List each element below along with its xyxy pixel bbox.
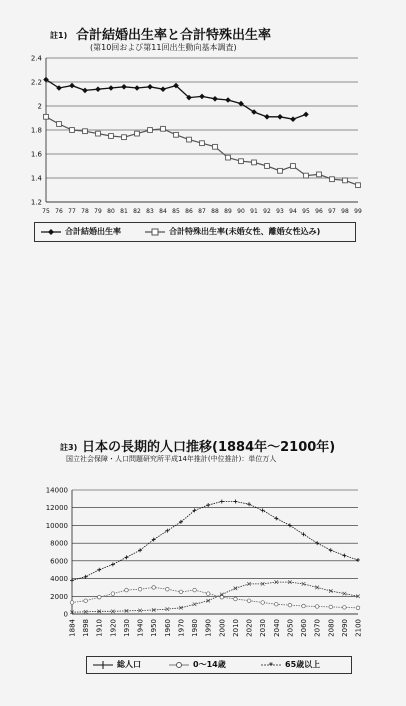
series-0-point bbox=[111, 562, 115, 566]
series-1-point bbox=[44, 114, 49, 119]
series-2-point bbox=[302, 582, 306, 586]
x-tick-label: 1920 bbox=[109, 619, 118, 637]
circle-marker-icon bbox=[169, 660, 189, 670]
y-tick-label: 12000 bbox=[45, 504, 68, 513]
series-1-point bbox=[84, 599, 88, 603]
square-marker-icon bbox=[145, 227, 165, 237]
series-0-point bbox=[69, 83, 75, 89]
x-tick-label: 91 bbox=[250, 208, 258, 215]
series-1-point bbox=[239, 159, 244, 164]
series-0-point bbox=[356, 558, 360, 562]
series-1-point bbox=[161, 126, 166, 131]
series-0-point bbox=[212, 96, 218, 102]
x-tick-label: 2100 bbox=[354, 619, 363, 637]
x-tick-label: 2000 bbox=[218, 619, 227, 637]
series-0-point bbox=[199, 94, 205, 100]
series-1-point bbox=[304, 173, 309, 178]
series-1-point bbox=[252, 160, 257, 165]
series-1-point bbox=[288, 603, 292, 607]
x-tick-label: 79 bbox=[94, 208, 102, 215]
series-0-point bbox=[342, 554, 346, 558]
series-2-point bbox=[138, 609, 142, 613]
series-0-point bbox=[220, 500, 224, 504]
x-tick-label: 2090 bbox=[340, 619, 349, 637]
chart1-legend bbox=[34, 222, 356, 242]
chart2-subtitle: 国立社会保障・人口問題研究所平成14年推計(中位推計)：単位万人 bbox=[66, 455, 277, 463]
series-2-point bbox=[193, 602, 197, 606]
y-tick-label: 10000 bbox=[45, 521, 68, 530]
x-tick-label: 86 bbox=[185, 208, 193, 215]
chart2-title: 日本の長期的人口推移(1884年～2100年) bbox=[82, 440, 336, 455]
series-0-point bbox=[315, 541, 319, 545]
series-0-point bbox=[95, 86, 101, 92]
series-1-point bbox=[109, 134, 114, 139]
series-0-point bbox=[264, 114, 270, 120]
series-1-point bbox=[138, 587, 142, 591]
x-tick-label: 85 bbox=[172, 208, 180, 215]
chart1-legend-label-1: 合計特殊出生率(未婚女性、離婚女性込み) bbox=[169, 227, 321, 236]
x-tick-label: 1960 bbox=[163, 619, 172, 637]
chart2-legend-item-2 bbox=[261, 659, 320, 670]
x-tick-label: 2070 bbox=[313, 619, 322, 637]
x-tick-label: 78 bbox=[81, 208, 89, 215]
series-line-0 bbox=[72, 502, 358, 581]
x-tick-label: 84 bbox=[159, 208, 167, 215]
series-line-2 bbox=[72, 582, 358, 612]
series-1-point bbox=[343, 606, 347, 610]
series-0-point bbox=[290, 116, 296, 122]
series-2-point bbox=[166, 607, 170, 611]
y-tick-label: 2 bbox=[37, 102, 42, 111]
x-tick-label: 98 bbox=[341, 208, 349, 215]
series-0-point bbox=[160, 86, 166, 92]
x-tick-label: 2040 bbox=[272, 619, 281, 637]
x-tick-label: 93 bbox=[276, 208, 284, 215]
series-1-point bbox=[315, 605, 319, 609]
y-tick-label: 14000 bbox=[45, 486, 68, 495]
x-tick-label: 81 bbox=[120, 208, 128, 215]
series-0-point bbox=[247, 502, 251, 506]
series-1-point bbox=[125, 588, 129, 592]
series-2-point bbox=[111, 610, 115, 614]
plus-marker-icon bbox=[93, 660, 113, 670]
chart2-legend-label-1: 0～14歳 bbox=[193, 660, 226, 669]
series-1-point bbox=[152, 586, 156, 590]
x-tick-label: 2080 bbox=[327, 619, 336, 637]
chart2-legend-item-0 bbox=[93, 659, 141, 670]
x-tick-label: 2030 bbox=[259, 619, 268, 637]
x-tick-label: 75 bbox=[42, 208, 50, 215]
series-1-point bbox=[261, 601, 265, 605]
series-1-point bbox=[206, 592, 210, 596]
series-0-point bbox=[134, 85, 140, 91]
chart1-subtitle: (第10回および第11回出生動向基本調査) bbox=[90, 43, 237, 52]
series-1-point bbox=[330, 177, 335, 182]
x-tick-label: 76 bbox=[55, 208, 63, 215]
star-marker-icon bbox=[261, 660, 281, 670]
series-1-point bbox=[274, 602, 278, 606]
x-tick-label: 80 bbox=[107, 208, 115, 215]
series-0-point bbox=[303, 112, 309, 118]
series-line-1 bbox=[72, 587, 358, 607]
x-tick-label: 94 bbox=[289, 208, 297, 215]
series-1-point bbox=[57, 122, 62, 127]
y-tick-label: 1.8 bbox=[30, 126, 42, 135]
series-1-point bbox=[70, 601, 74, 605]
x-tick-label: 1980 bbox=[191, 619, 200, 637]
series-0-point bbox=[233, 500, 237, 504]
y-tick-label: 1.2 bbox=[30, 198, 42, 207]
x-tick-label: 83 bbox=[146, 208, 154, 215]
series-0-point bbox=[124, 555, 128, 559]
x-tick-label: 2020 bbox=[245, 619, 254, 637]
series-1-point bbox=[96, 131, 101, 136]
y-tick-label: 2.2 bbox=[30, 78, 42, 87]
series-2-point bbox=[343, 592, 347, 596]
series-0-point bbox=[108, 85, 114, 91]
x-tick-label: 96 bbox=[315, 208, 323, 215]
x-tick-label: 1990 bbox=[204, 619, 213, 637]
chart2-note: 註3) bbox=[60, 443, 78, 452]
y-tick-label: 2000 bbox=[50, 592, 68, 601]
series-0-point bbox=[261, 508, 265, 512]
series-1-point bbox=[179, 590, 183, 594]
series-0-point bbox=[274, 516, 278, 520]
chart2-legend-label-0: 総人口 bbox=[117, 660, 141, 669]
y-tick-label: 6000 bbox=[50, 557, 68, 566]
series-1-point bbox=[135, 131, 140, 136]
series-0-point bbox=[288, 523, 292, 527]
series-1-point bbox=[148, 128, 153, 133]
chart1-note: 註1) bbox=[50, 31, 68, 40]
series-0-point bbox=[277, 114, 283, 120]
x-tick-label: 88 bbox=[211, 208, 219, 215]
series-1-point bbox=[174, 132, 179, 137]
series-1-point bbox=[329, 605, 333, 609]
series-2-point bbox=[84, 610, 88, 614]
y-tick-label: 1.6 bbox=[30, 150, 42, 159]
chart2-legend-item-1 bbox=[169, 659, 226, 670]
x-tick-label: 77 bbox=[68, 208, 76, 215]
series-1-point bbox=[291, 164, 296, 169]
series-0-point bbox=[121, 84, 127, 90]
series-1-point bbox=[265, 164, 270, 169]
series-1-point bbox=[83, 129, 88, 134]
series-0-point bbox=[206, 503, 210, 507]
series-1-point bbox=[343, 178, 348, 183]
series-1-point bbox=[234, 597, 238, 601]
x-tick-label: 97 bbox=[328, 208, 336, 215]
y-tick-label: 8000 bbox=[50, 539, 68, 548]
chart1-legend-item-1 bbox=[145, 226, 320, 237]
chart1-legend-label-0: 合計結婚出生率 bbox=[65, 227, 121, 236]
chart-panel-population bbox=[0, 420, 406, 706]
series-0-point bbox=[97, 568, 101, 572]
series-1-point bbox=[356, 606, 360, 610]
series-1-point bbox=[317, 172, 322, 177]
series-1-point bbox=[111, 592, 115, 596]
series-1-point bbox=[200, 141, 205, 146]
chart2-legend bbox=[86, 656, 352, 674]
y-tick-label: 4000 bbox=[50, 575, 68, 584]
chart-panel-birth-rate bbox=[0, 0, 406, 300]
x-tick-label: 2010 bbox=[231, 619, 240, 637]
x-tick-label: 2050 bbox=[286, 619, 295, 637]
series-1-point bbox=[213, 144, 218, 149]
x-tick-label: 1910 bbox=[95, 619, 104, 637]
series-1-point bbox=[302, 604, 306, 608]
series-0-point bbox=[147, 84, 153, 90]
x-tick-label: 1940 bbox=[136, 619, 145, 637]
x-tick-label: 2060 bbox=[300, 619, 309, 637]
diamond-marker-icon bbox=[41, 227, 61, 237]
x-tick-label: 1898 bbox=[82, 619, 91, 637]
chart1-title: 合計結婚出生率と合計特殊出生率 bbox=[76, 28, 272, 43]
y-tick-label: 2.4 bbox=[30, 54, 42, 63]
series-1-point bbox=[187, 137, 192, 142]
x-tick-label: 82 bbox=[133, 208, 141, 215]
x-tick-label: 1950 bbox=[150, 619, 159, 637]
series-line-1 bbox=[46, 117, 358, 185]
series-0-point bbox=[138, 548, 142, 552]
x-tick-label: 87 bbox=[198, 208, 206, 215]
series-1-point bbox=[70, 128, 75, 133]
series-0-point bbox=[70, 578, 74, 582]
series-1-point bbox=[166, 587, 170, 591]
x-tick-label: 1970 bbox=[177, 619, 186, 637]
chart2-legend-label-2: 65歳以上 bbox=[285, 660, 321, 669]
x-tick-label: 90 bbox=[237, 208, 245, 215]
x-tick-label: 99 bbox=[354, 208, 362, 215]
x-tick-label: 1930 bbox=[122, 619, 131, 637]
x-tick-label: 95 bbox=[302, 208, 310, 215]
chart1-legend-item-0 bbox=[41, 226, 121, 237]
y-tick-label: 1.4 bbox=[30, 174, 42, 183]
series-1-point bbox=[356, 183, 361, 188]
series-1-point bbox=[193, 588, 197, 592]
series-0-point bbox=[225, 97, 231, 103]
x-tick-label: 89 bbox=[224, 208, 232, 215]
series-2-point bbox=[234, 587, 238, 591]
series-1-point bbox=[226, 155, 231, 160]
series-0-point bbox=[84, 575, 88, 579]
x-tick-label: 92 bbox=[263, 208, 271, 215]
series-1-point bbox=[247, 599, 251, 603]
series-0-point bbox=[329, 548, 333, 552]
series-1-point bbox=[122, 135, 127, 140]
series-0-point bbox=[82, 88, 88, 94]
svg-text:*: * bbox=[268, 660, 274, 670]
chart1-plot bbox=[0, 0, 406, 300]
y-tick-label: 0 bbox=[63, 610, 68, 619]
series-1-point bbox=[278, 168, 283, 173]
series-1-point bbox=[97, 595, 101, 599]
x-tick-label: 1884 bbox=[68, 619, 77, 637]
